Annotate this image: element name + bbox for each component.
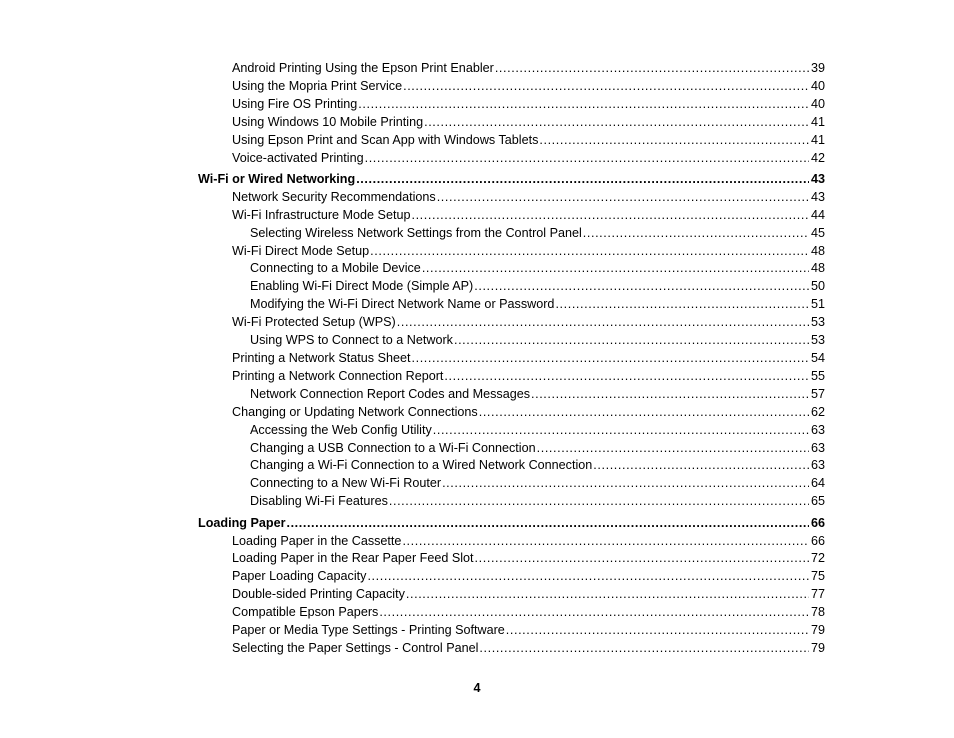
- dot-leader: [479, 640, 809, 658]
- toc-entry-title: Paper Loading Capacity: [232, 569, 367, 584]
- dot-leader: [422, 260, 809, 278]
- toc-entry-page: 48: [810, 261, 825, 276]
- dot-leader: [356, 171, 809, 189]
- dot-leader: [406, 586, 809, 604]
- toc-entry-title: Paper or Media Type Settings - Printing Software: [232, 623, 505, 638]
- toc-entry-title: Modifying the Wi-Fi Direct Network Name or Password: [250, 297, 555, 312]
- toc-entry-page: 78: [810, 605, 825, 620]
- toc-chapter-page: 43: [810, 171, 825, 186]
- toc-entry-title: Printing a Network Status Sheet: [232, 351, 411, 365]
- toc-entry[interactable]: [198, 132, 825, 150]
- toc-entry-page: 64: [810, 476, 825, 491]
- toc-entry[interactable]: [198, 586, 825, 604]
- toc-entry-page: 39: [810, 61, 825, 75]
- toc-subentry[interactable]: [198, 422, 825, 440]
- toc-entry[interactable]: [198, 114, 825, 132]
- toc-entry-page: 44: [810, 207, 825, 222]
- toc-entry-page: 57: [810, 386, 825, 401]
- toc-entry[interactable]: [198, 243, 825, 261]
- toc-entry-title: Connecting to a New Wi-Fi Router: [250, 476, 442, 491]
- dot-leader: [402, 533, 809, 551]
- toc-subentry[interactable]: [198, 332, 825, 350]
- toc-entry-page: 63: [810, 440, 825, 455]
- toc-subentry[interactable]: [198, 440, 825, 458]
- toc-entry-page: 79: [810, 623, 825, 638]
- toc-entry-title: Using the Mopria Print Service: [232, 78, 403, 93]
- toc-entry[interactable]: [198, 150, 825, 168]
- toc-entry-page: 43: [810, 189, 825, 204]
- toc-entry-page: 41: [810, 114, 825, 129]
- toc-entry[interactable]: [198, 604, 825, 622]
- dot-leader: [433, 422, 809, 440]
- toc-entry-title: Double-sided Printing Capacity: [232, 587, 405, 602]
- toc-chapter-entry[interactable]: [198, 171, 825, 189]
- toc-entry[interactable]: [198, 189, 825, 207]
- toc-entry-title: Wi-Fi Infrastructure Mode Setup: [232, 207, 411, 222]
- dot-leader: [412, 350, 809, 368]
- dot-leader: [403, 78, 809, 96]
- toc-subentry[interactable]: [198, 260, 825, 278]
- toc-chapter-entry[interactable]: [198, 515, 825, 533]
- dot-leader: [411, 207, 809, 225]
- toc-entry-title: Android Printing Using the Epson Print Enabler: [232, 61, 494, 75]
- toc-entry[interactable]: [198, 368, 825, 386]
- toc-entry-page: 66: [810, 533, 825, 548]
- toc-entry-page: 53: [810, 315, 825, 330]
- toc-entry-title: Voice-activated Printing: [232, 150, 364, 165]
- toc-entry-page: 41: [810, 132, 825, 147]
- toc-entry-title: Using Epson Print and Scan App with Windows Tablets: [232, 132, 539, 147]
- dot-leader: [479, 404, 809, 422]
- toc-chapter-title: Wi-Fi or Wired Networking: [198, 171, 356, 186]
- toc-subentry[interactable]: [198, 296, 825, 314]
- toc-entry-page: 54: [810, 351, 825, 365]
- dot-leader: [358, 96, 809, 114]
- toc-entry-title: Loading Paper in the Rear Paper Feed Slot: [232, 551, 474, 566]
- toc-entry[interactable]: [198, 350, 825, 368]
- dot-leader: [475, 550, 809, 568]
- toc-chapter-page: 66: [810, 515, 825, 530]
- dot-leader: [286, 515, 809, 533]
- dot-leader: [555, 296, 809, 314]
- dot-leader: [389, 493, 809, 511]
- dot-leader: [367, 568, 809, 586]
- toc-entry[interactable]: [198, 60, 825, 78]
- toc-entry-title: Printing a Network Connection Report: [232, 368, 444, 383]
- toc-subentry[interactable]: [198, 457, 825, 475]
- toc-entry-title: Wi-Fi Direct Mode Setup: [232, 243, 370, 258]
- toc-chapter-title: Loading Paper: [198, 515, 286, 530]
- toc-entry[interactable]: [198, 314, 825, 332]
- toc-entry-title: Changing a Wi-Fi Connection to a Wired Network Connection: [250, 458, 593, 473]
- toc-entry-title: Selecting Wireless Network Settings from the Control Panel: [250, 225, 582, 240]
- toc-entry-page: 79: [810, 641, 825, 655]
- toc-subentry[interactable]: [198, 493, 825, 511]
- dot-leader: [539, 132, 809, 150]
- toc-entry-title: Compatible Epson Papers: [232, 605, 379, 620]
- toc-entry-title: Using Fire OS Printing: [232, 96, 358, 111]
- dot-leader: [531, 386, 809, 404]
- toc-entry-page: 72: [810, 551, 825, 566]
- dot-leader: [593, 457, 809, 475]
- toc-entry[interactable]: [198, 78, 825, 96]
- toc-entry-title: Changing or Updating Network Connections: [232, 404, 478, 419]
- toc-entry[interactable]: [198, 96, 825, 114]
- toc-entry-page: 53: [810, 333, 825, 348]
- toc-entry[interactable]: [198, 207, 825, 225]
- toc-entry-page: 55: [810, 368, 825, 383]
- dot-leader: [370, 243, 809, 261]
- toc-entry-page: 50: [810, 279, 825, 294]
- toc-entry-title: Changing a USB Connection to a Wi-Fi Connection: [250, 440, 536, 455]
- toc-entry[interactable]: [198, 640, 825, 658]
- toc-subentry[interactable]: [198, 225, 825, 243]
- toc-entry[interactable]: [198, 404, 825, 422]
- dot-leader: [444, 368, 809, 386]
- dot-leader: [474, 278, 809, 296]
- dot-leader: [454, 332, 809, 350]
- dot-leader: [442, 475, 809, 493]
- toc-subentry[interactable]: [198, 475, 825, 493]
- toc-entry-title: Accessing the Web Config Utility: [250, 422, 432, 437]
- toc-entry[interactable]: [198, 568, 825, 586]
- toc-entry-title: Using Windows 10 Mobile Printing: [232, 114, 424, 129]
- toc-entry-page: 65: [810, 494, 825, 509]
- toc-entry[interactable]: [198, 622, 825, 640]
- toc-entry-title: Using WPS to Connect to a Network: [250, 333, 453, 348]
- dot-leader: [495, 60, 809, 78]
- toc-entry-page: 62: [810, 404, 825, 419]
- table-of-contents: [198, 60, 825, 658]
- toc-entry-title: Network Security Recommendations: [232, 189, 436, 204]
- dot-leader: [397, 314, 809, 332]
- toc-entry-page: 40: [810, 78, 825, 93]
- toc-subentry[interactable]: [198, 278, 825, 296]
- dot-leader: [506, 622, 809, 640]
- dot-leader: [437, 189, 809, 207]
- toc-entry-page: 40: [810, 96, 825, 111]
- toc-entry-title: Disabling Wi-Fi Features: [250, 494, 388, 509]
- toc-entry-page: 42: [810, 150, 825, 165]
- toc-entry-page: 75: [810, 569, 825, 584]
- dot-leader: [379, 604, 809, 622]
- toc-entry-page: 48: [810, 243, 825, 258]
- toc-entry-title: Wi-Fi Protected Setup (WPS): [232, 315, 396, 330]
- toc-entry-title: Enabling Wi-Fi Direct Mode (Simple AP): [250, 279, 474, 294]
- toc-entry-page: 63: [810, 458, 825, 473]
- dot-leader: [424, 114, 809, 132]
- toc-subentry[interactable]: [198, 386, 825, 404]
- toc-entry-title: Selecting the Paper Settings - Control Panel: [232, 641, 479, 655]
- toc-entry-title: Connecting to a Mobile Device: [250, 261, 421, 276]
- toc-entry-page: 63: [810, 422, 825, 437]
- dot-leader: [365, 150, 809, 168]
- dot-leader: [583, 225, 809, 243]
- toc-entry-title: Loading Paper in the Cassette: [232, 533, 402, 548]
- toc-entry[interactable]: [198, 533, 825, 551]
- dot-leader: [537, 440, 809, 458]
- toc-entry-page: 77: [810, 587, 825, 602]
- toc-entry-title: Network Connection Report Codes and Messages: [250, 386, 531, 401]
- toc-entry[interactable]: [198, 550, 825, 568]
- toc-entry-page: 51: [810, 297, 825, 312]
- page-number: 4: [473, 681, 481, 695]
- toc-entry-page: 45: [810, 225, 825, 240]
